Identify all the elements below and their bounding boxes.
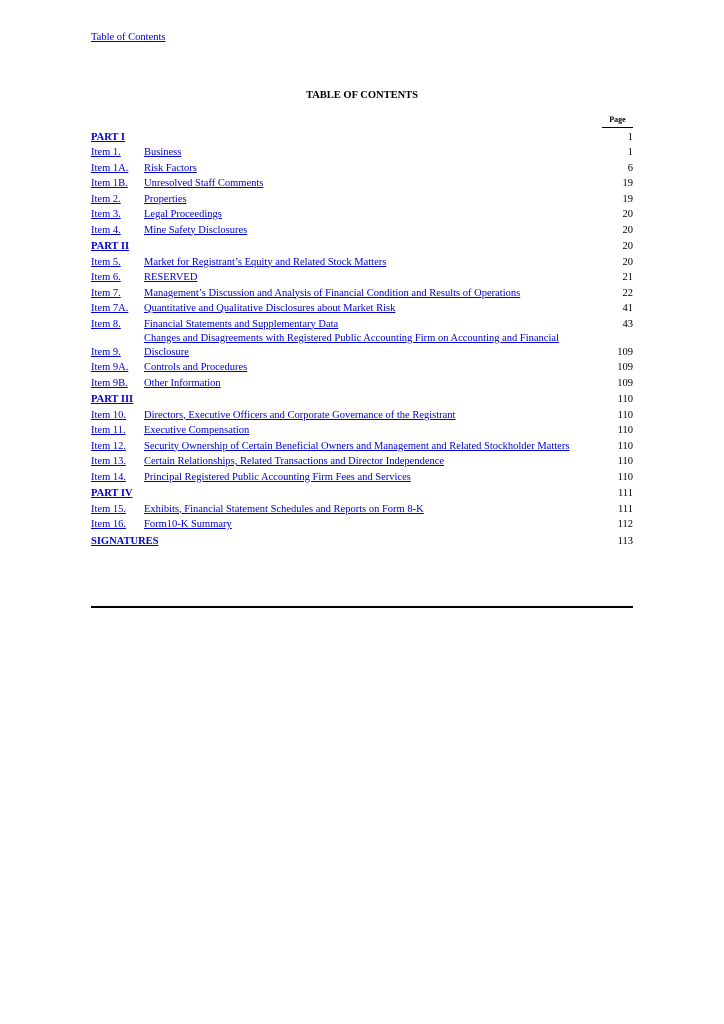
- toc-item-number-link[interactable]: Item 6.: [91, 272, 121, 283]
- toc-page-number: 20: [622, 241, 633, 252]
- toc-item-number-link[interactable]: Item 8.: [91, 318, 121, 330]
- toc-item-title-link[interactable]: Financial Statements and Supplementary Data: [144, 318, 339, 330]
- toc-item-number-link[interactable]: Item 16.: [91, 519, 126, 530]
- toc-item-title-link[interactable]: Controls and Procedures: [144, 362, 248, 373]
- toc-page-number: 6: [627, 162, 633, 174]
- toc-item-number-link[interactable]: Item 15.: [91, 503, 126, 515]
- toc-item-number-link[interactable]: Item 1B.: [91, 178, 128, 189]
- toc-rows: [91, 129, 633, 549]
- toc-part-row: [91, 392, 633, 408]
- toc-item-number-link[interactable]: Item 5.: [91, 256, 121, 268]
- toc-item-title-link[interactable]: Management’s Discussion and Analysis of Financial Condition and Results of Operations: [144, 287, 521, 299]
- toc-item-title-link[interactable]: Other Information: [144, 377, 221, 389]
- toc-page-number: 110: [617, 456, 633, 467]
- toc-item-row: [91, 438, 633, 454]
- toc-item-number-link[interactable]: Item 7.: [91, 287, 121, 299]
- toc-item-number-link[interactable]: Item 3.: [91, 209, 121, 220]
- toc-item-title-link[interactable]: RESERVED: [144, 272, 198, 283]
- toc-table: [91, 113, 633, 549]
- toc-page-number: 110: [617, 409, 633, 421]
- toc-item-number-link[interactable]: Item 10.: [91, 409, 126, 421]
- toc-page-number: 110: [617, 440, 633, 452]
- toc-page-number: 1: [627, 131, 633, 143]
- toc-page-number: 111: [618, 503, 633, 515]
- toc-part-row: [91, 486, 633, 502]
- toc-part-row: [91, 129, 633, 145]
- toc-item-row: [91, 469, 633, 485]
- toc-item-row: [91, 270, 633, 286]
- toc-page-number: 1: [627, 147, 633, 158]
- toc-page-number: 113: [617, 535, 633, 547]
- toc-item-title-link[interactable]: Market for Registrant’s Equity and Related Stock Matters: [144, 256, 387, 268]
- table-of-contents-link[interactable]: Table of Contents: [91, 32, 166, 43]
- toc-page-number: 41: [622, 303, 633, 314]
- toc-item-number-link[interactable]: Item 1A.: [91, 162, 129, 174]
- page-column-label: Page: [602, 113, 633, 128]
- toc-item-number-link[interactable]: Item 2.: [91, 193, 121, 205]
- toc-item-number-link[interactable]: Item 12.: [91, 440, 126, 452]
- toc-item-row: [91, 176, 633, 192]
- toc-item-row: [91, 407, 633, 423]
- toc-page-number: 20: [622, 209, 633, 220]
- toc-item-title-link[interactable]: Changes and Disagreements with Registered Public Accounting Firm on Accounting and Financial Disclosure: [144, 332, 559, 358]
- toc-page-number: 19: [622, 193, 633, 205]
- toc-item-title-link[interactable]: Mine Safety Disclosures: [144, 224, 248, 236]
- toc-item-number-link[interactable]: Item 9.: [91, 346, 121, 358]
- toc-item-number-link[interactable]: Item 13.: [91, 456, 126, 467]
- toc-item-row: [91, 285, 633, 301]
- toc-item-row: [91, 191, 633, 207]
- toc-item-row: [91, 316, 633, 332]
- toc-page-number: 20: [622, 256, 633, 268]
- toc-page-number: 110: [617, 425, 633, 436]
- toc-part-link[interactable]: SIGNATURES: [91, 535, 159, 547]
- toc-part-link[interactable]: PART III: [91, 394, 134, 405]
- toc-item-title-link[interactable]: Business: [144, 147, 182, 158]
- toc-item-row: [91, 423, 633, 439]
- toc-item-row: [91, 207, 633, 223]
- toc-item-number-link[interactable]: Item 14.: [91, 471, 126, 483]
- toc-item-row: [91, 332, 633, 360]
- toc-page-number: 110: [617, 471, 633, 483]
- toc-part-row: [91, 239, 633, 255]
- toc-item-row: [91, 160, 633, 176]
- toc-item-number-link[interactable]: Item 1.: [91, 147, 121, 158]
- toc-item-row: [91, 501, 633, 517]
- toc-item-row: [91, 454, 633, 470]
- toc-item-row: [91, 222, 633, 238]
- toc-item-title-link[interactable]: Unresolved Staff Comments: [144, 178, 264, 189]
- toc-item-title-link[interactable]: Certain Relationships, Related Transactions and Director Independence: [144, 456, 445, 467]
- toc-page-number: 109: [617, 362, 633, 373]
- toc-item-number-link[interactable]: Item 4.: [91, 224, 121, 236]
- toc-page-number: 109: [617, 377, 633, 389]
- toc-page-number: 43: [622, 318, 633, 330]
- toc-item-title-link[interactable]: Risk Factors: [144, 162, 197, 174]
- toc-part-link[interactable]: PART II: [91, 241, 130, 252]
- toc-item-title-link[interactable]: Quantitative and Qualitative Disclosures about Market Risk: [144, 303, 396, 314]
- toc-item-title-link[interactable]: Properties: [144, 193, 187, 205]
- toc-item-title-link[interactable]: Executive Compensation: [144, 425, 250, 436]
- toc-page-number: 112: [617, 519, 633, 530]
- toc-item-title-link[interactable]: Directors, Executive Officers and Corporate Governance of the Registrant: [144, 409, 456, 421]
- toc-part-link[interactable]: PART IV: [91, 488, 133, 499]
- toc-page-number: 111: [618, 488, 633, 499]
- toc-item-title-link[interactable]: Principal Registered Public Accounting Firm Fees and Services: [144, 471, 411, 483]
- toc-item-number-link[interactable]: Item 9A.: [91, 362, 129, 373]
- toc-item-title-link[interactable]: Security Ownership of Certain Beneficial Owners and Management and Related Stockholder Matters: [144, 440, 570, 452]
- toc-page-number: 110: [617, 394, 633, 405]
- toc-item-title-link[interactable]: Form10-K Summary: [144, 519, 232, 530]
- toc-page-number: 19: [622, 178, 633, 189]
- toc-item-row: [91, 375, 633, 391]
- footer-divider: [91, 606, 633, 608]
- toc-item-number-link[interactable]: Item 9B.: [91, 377, 128, 389]
- toc-item-title-link[interactable]: Exhibits, Financial Statement Schedules and Reports on Form 8-K: [144, 503, 424, 515]
- toc-item-row: [91, 301, 633, 317]
- toc-page-number: 22: [622, 287, 633, 299]
- page-title: TABLE OF CONTENTS: [305, 90, 419, 101]
- toc-page-number: 20: [622, 224, 633, 236]
- toc-part-link[interactable]: PART I: [91, 131, 125, 143]
- toc-item-number-link[interactable]: Item 7A.: [91, 303, 129, 314]
- page-column-header: [91, 113, 633, 128]
- toc-item-row: [91, 254, 633, 270]
- toc-item-title-link[interactable]: Legal Proceedings: [144, 209, 222, 220]
- toc-page-number: 109: [617, 346, 633, 358]
- toc-page-number: 21: [622, 272, 633, 283]
- toc-item-row: [91, 360, 633, 376]
- toc-item-row: [91, 517, 633, 533]
- toc-item-number-link[interactable]: Item 11.: [91, 425, 126, 436]
- toc-item-row: [91, 145, 633, 161]
- toc-part-row: [91, 533, 633, 549]
